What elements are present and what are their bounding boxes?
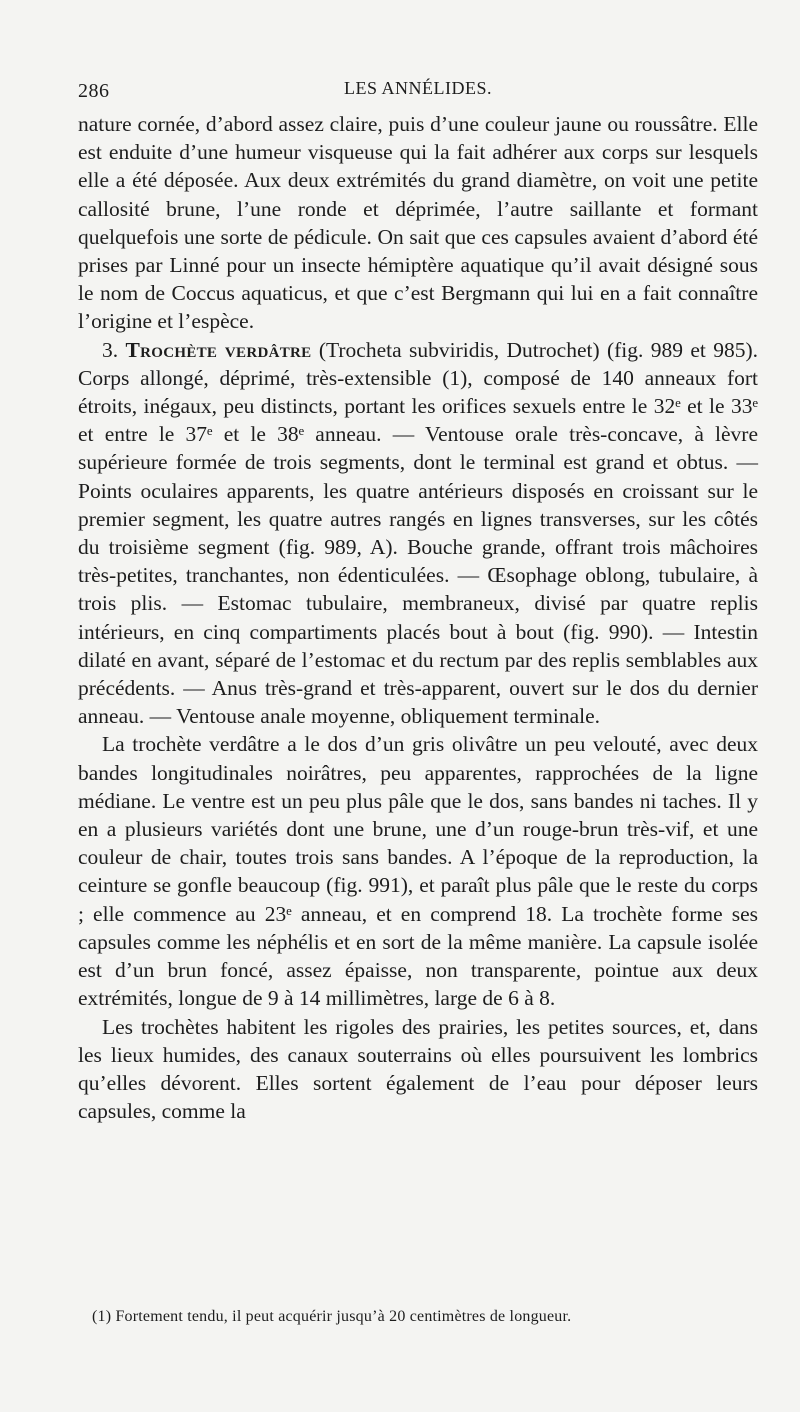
species-heading: Trochète verdâtre xyxy=(125,337,312,362)
paragraph-capsule: nature cornée, d’abord assez claire, puis d’une couleur jaune ou roussâtre. Elle est enduite d’une humeur visqueuse qui la fait adhérer aux corps sur lesquels elle a été déposée. Aux deux extrémités du grand diamètre, on voit une petite callosité brune, l’une ronde et déprimée, l’autre saillante et formant quelquefois une sorte de pédicule. On sait que ces capsules avaient d’abord été prises par Linné pour un insecte hémiptère aquatique qu’il avait désigné sous le nom de Coccus aquaticus, et que c’est Bergmann qui lui en a fait connaître l’origine et l’espèce. xyxy=(78,112,758,334)
paragraph-species-description xyxy=(78,336,758,731)
footnote: (1) Fortement tendu, il peut acquérir jusqu’à 20 centimètres de longueur. xyxy=(92,1308,572,1325)
paragraph-coloration: La trochète verdâtre a le dos d’un gris olivâtre un peu velouté, avec deux bandes longitudinales noirâtres, peu apparentes, rapprochées de la ligne médiane. Le ventre est un peu plus pâle que le dos, sans bandes ni taches. Il y en a plusieurs variétés dont une brune, une d’un rouge-brun très-vif, et une couleur de chair, toutes trois sans bandes. A l’époque de la reproduction, la ceinture se gonfle beaucoup (fig. 991), et paraît plus pâle que le reste du corps ; elle commence au 23ᵉ anneau, et en comprend 18. La trochète forme ses capsules comme les néphélis et en sort de la même manière. La capsule isolée est d’un brun foncé, assez épaisse, non transparente, pointue aux deux extrémités, longue de 9 à 14 millimètres, large de 6 à 8. xyxy=(78,732,758,1011)
species-number: 3. xyxy=(102,337,119,362)
page xyxy=(78,72,758,1125)
paragraph-habitat: Les trochètes habitent les rigoles des prairies, les petites sources, et, dans les lieux humides, des canaux souterrains où elles poursuivent les lombrics qu’elles dévorent. Elles sortent également de l’eau pour déposer leurs capsules, comme la xyxy=(78,1014,758,1124)
species-description: (Trocheta subviridis, Dutrochet) (fig. 989 et 985). Corps allongé, déprimé, très-extensible (1), composé de 140 anneaux fort étroits, inégaux, peu distincts, portant les orifices sexuels entre le 32ᵉ et le 33ᵉ et entre le 37ᵉ et le 38ᵉ anneau. — Ventouse orale très-concave, à lèvre supérieure formée de trois segments, dont le terminal est grand et obtus. — Points oculaires apparents, les quatre antérieurs disposés en croissant sur le premier segment, les quatre autres rangés en lignes transverses, sur les côtés du troisième segment (fig. 989, A). Bouche grande, offrant trois mâchoires très-petites, tranchantes, non édenticulées. — Œsophage oblong, tubulaire, à trois plis. — Estomac tubulaire, membraneux, divisé par quatre replis intérieurs, en cinq compartiments placés bout à bout (fig. 990). — Intestin dilaté en avant, séparé de l’estomac et du rectum par des replis semblables aux précédents. — Anus très-grand et très-apparent, ouvert sur le dos du dernier anneau. — Ventouse anale moyenne, obliquement terminale. xyxy=(78,337,759,729)
page-header xyxy=(78,72,758,106)
running-head: LES ANNÉLIDES. xyxy=(344,78,492,98)
page-number: 286 xyxy=(78,80,110,102)
body-text xyxy=(78,110,758,1125)
